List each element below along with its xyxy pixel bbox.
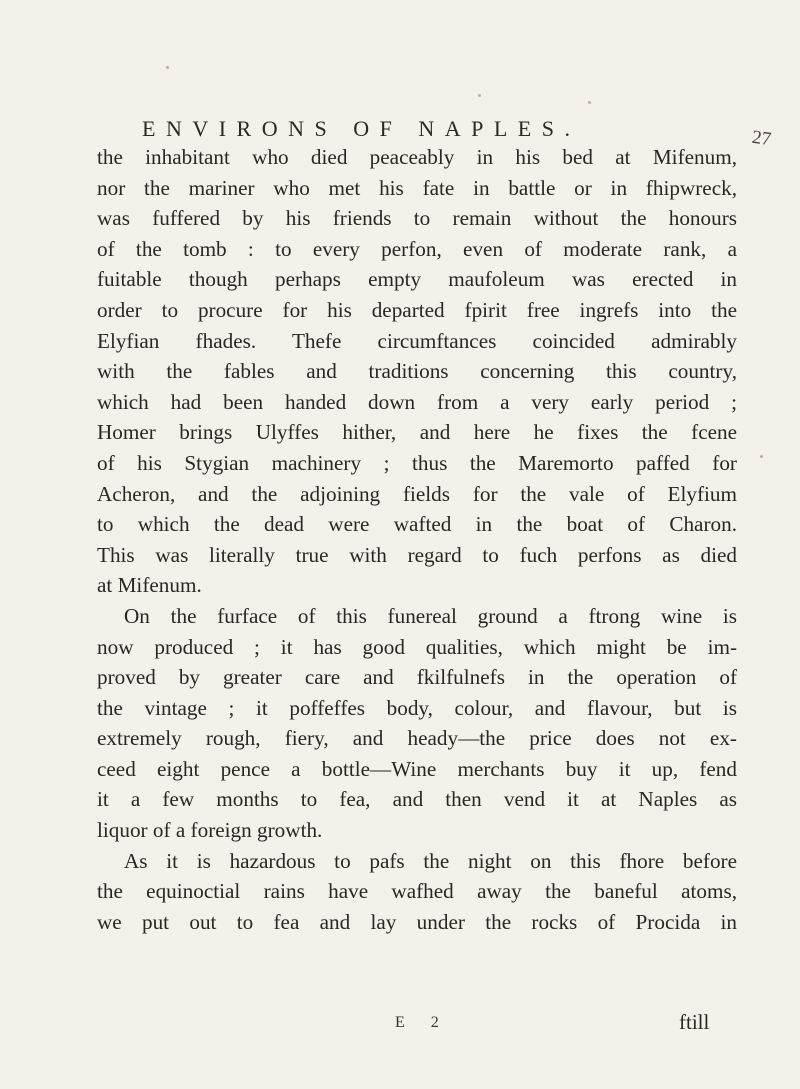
text-line: liquor of a foreign growth. (97, 818, 323, 843)
text-line: we put out to fea and lay under the rocks of Procida in (97, 909, 737, 934)
text-line: of his Stygian machinery ; thus the Maremorto paffed for (97, 450, 737, 475)
paper-speck (166, 66, 169, 69)
text-line: order to procure for his departed fpirit free ingrefs into the (97, 297, 737, 322)
paper-speck (760, 455, 763, 458)
text-line: it a few months to fea, and then vend it at Naples as (97, 787, 737, 812)
paper-speck (588, 101, 591, 104)
text-line: which had been handed down from a very early period ; (97, 389, 737, 414)
text-line: ceed eight pence a bottle—Wine merchants buy it up, fend (97, 756, 737, 781)
text-line: nor the mariner who met his fate in battle or in fhipwreck, (97, 175, 737, 200)
text-line: proved by greater care and fkilfulnefs in the operation of (97, 665, 737, 690)
text-line: at Mifenum. (97, 573, 202, 598)
running-head: ENVIRONS OF NAPLES. (142, 116, 581, 141)
paper-speck (478, 94, 481, 97)
text-line: Homer brings Ulyffes hither, and here he fixes the fcene (97, 420, 737, 445)
text-line: the vintage ; it poffeffes body, colour, and flavour, but is (97, 695, 737, 720)
paragraph-start-line: As it is hazardous to pafs the night on this fhore before (124, 848, 737, 873)
text-line: This was literally true with regard to fuch perfons as died (97, 542, 737, 567)
text-line: extremely rough, fiery, and heady—the price does not ex- (97, 726, 737, 751)
text-line: with the fables and traditions concerning this country, (97, 359, 737, 384)
body-text (97, 142, 737, 937)
paragraph-start-line: On the furface of this funereal ground a ftrong wine is (124, 603, 737, 628)
text-line: of the tomb : to every perfon, even of moderate rank, a (97, 236, 737, 261)
page-footer (97, 1010, 737, 1042)
text-line: fuitable though perhaps empty maufoleum was erected in (97, 267, 737, 292)
text-line: was fuffered by his friends to remain without the honours (97, 206, 737, 231)
text-line: to which the dead were wafted in the boat of Charon. (97, 512, 737, 537)
text-line: the equinoctial rains have wafhed away the baneful atoms, (97, 879, 737, 904)
text-line: the inhabitant who died peaceably in his bed at Mifenum, (97, 145, 737, 169)
signature-mark: E 2 (395, 1014, 450, 1031)
catchword: ftill (679, 1010, 710, 1034)
text-line: Elyfian fhades. Thefe circumftances coincided admirably (97, 328, 737, 353)
page-number: 27 (750, 126, 773, 151)
text-line: now produced ; it has good qualities, which might be im- (97, 634, 737, 659)
text-line: Acheron, and the adjoining fields for the vale of Elyfium (97, 481, 737, 506)
